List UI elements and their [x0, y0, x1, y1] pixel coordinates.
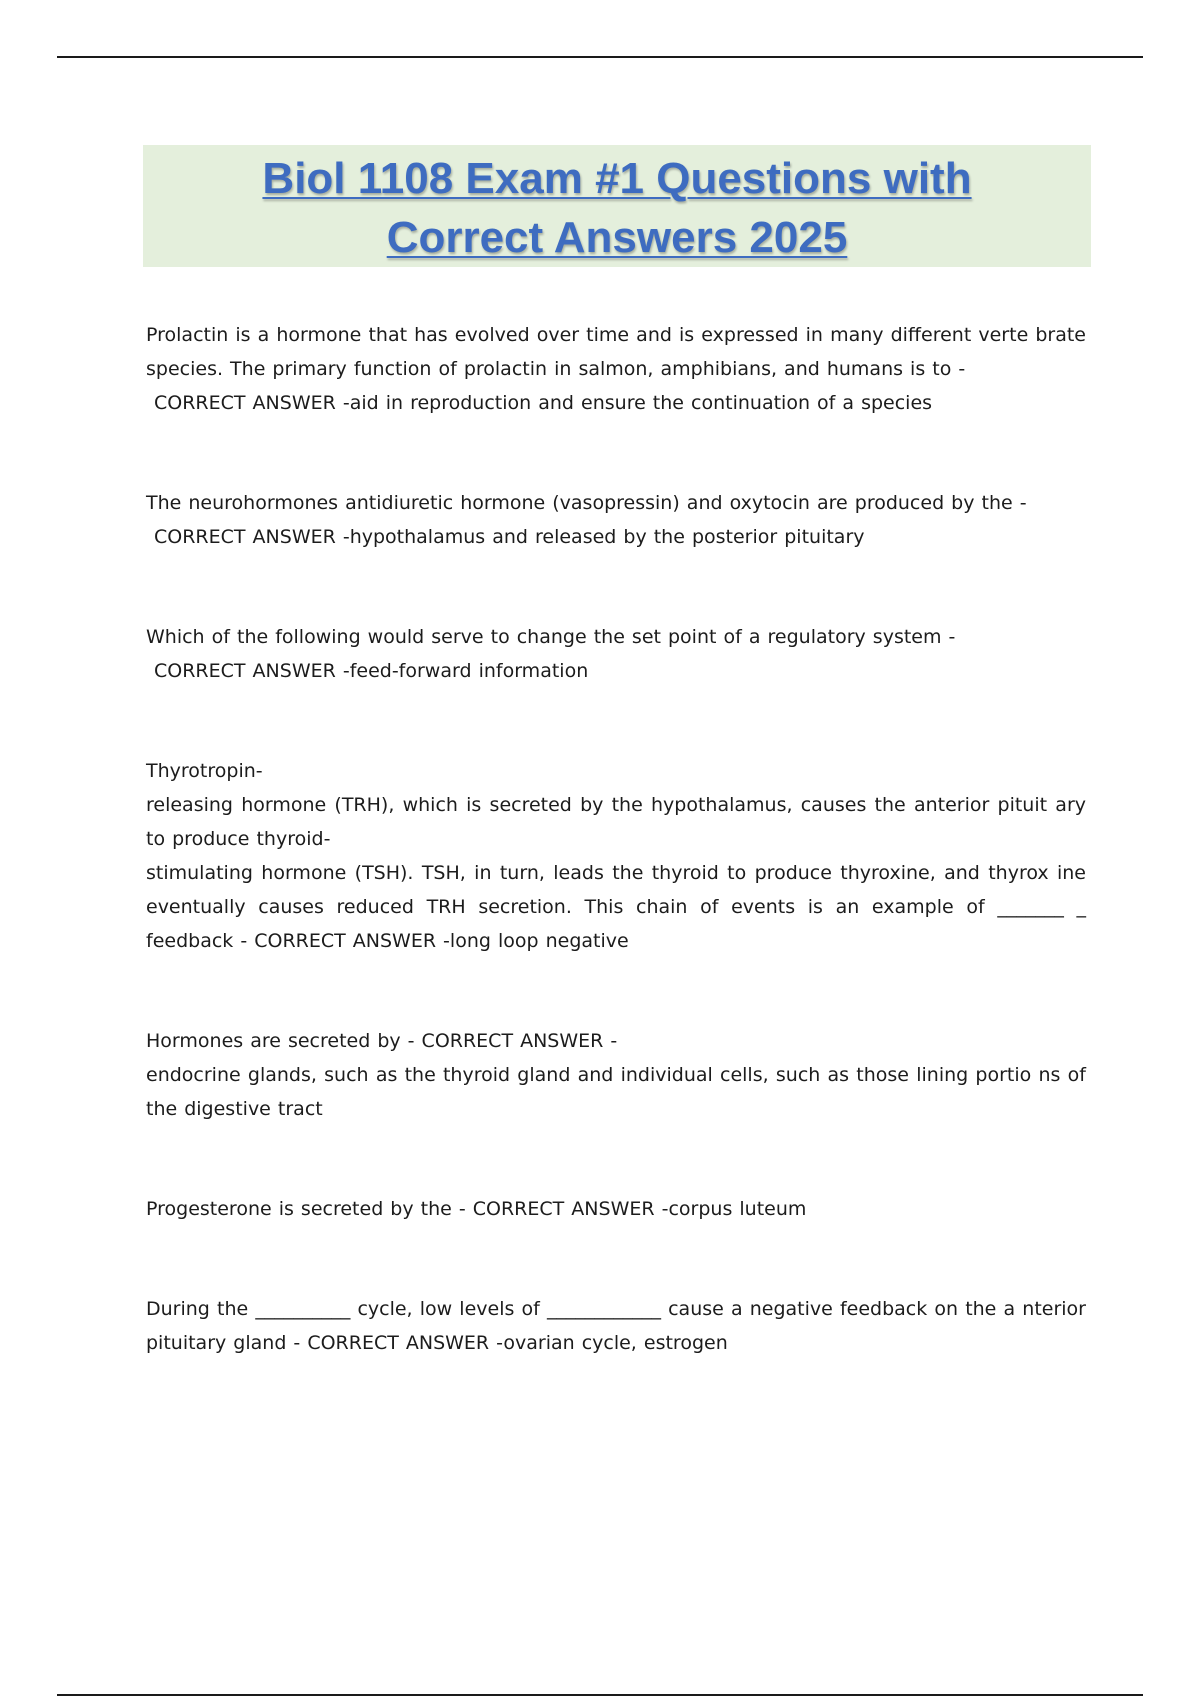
qa-text: Progesterone is secreted by the - CORRECT ANSWER -corpus luteum [146, 1198, 807, 1220]
title-banner [143, 145, 1091, 267]
page-title-line-2: Correct Answers 2025 [386, 213, 848, 262]
bottom-rule [57, 1694, 1143, 1696]
page-title-line-1: Biol 1108 Exam #1 Questions with [262, 154, 972, 203]
qa-text-line: endocrine glands, such as the thyroid gland and individual cells, such as those lining portio ns of the digestive tract [146, 1064, 1086, 1120]
answer-text: CORRECT ANSWER -feed-forward information [154, 660, 589, 682]
qa-text: During the __________ cycle, low levels of ____________ cause a negative feedback on the a nterior pituitary gland - CORRECT ANSWER -ovarian cycle, estrogen [146, 1298, 1086, 1354]
top-rule [57, 56, 1143, 58]
qa-item [146, 620, 1086, 688]
qa-text-line: stimulating hormone (TSH). TSH, in turn, leads the thyroid to produce thyroxine, and thyrox ine eventually causes reduced TRH secretion. This chain of events is an example of _______ _ feedback - CORRECT ANSWER -long loop negative [146, 862, 1086, 952]
qa-item [146, 754, 1086, 958]
qa-item [146, 1024, 1086, 1126]
question-text: Which of the following would serve to change the set point of a regulatory system - [146, 626, 956, 648]
qa-text-line: releasing hormone (TRH), which is secreted by the hypothalamus, causes the anterior pituit ary to produce thyroid- [146, 794, 1086, 850]
qa-item [146, 1192, 1086, 1226]
qa-text-line: Hormones are secreted by - CORRECT ANSWER - [146, 1030, 618, 1052]
answer-text: CORRECT ANSWER -hypothalamus and released by the posterior pituitary [154, 526, 865, 548]
qa-list [146, 318, 1086, 1360]
question-text: Prolactin is a hormone that has evolved over time and is expressed in many different verte brate species. The primary function of prolactin in salmon, amphibians, and humans is to - [146, 324, 1086, 380]
question-text: The neurohormones antidiuretic hormone (vasopressin) and oxytocin are produced by the - [146, 492, 1027, 514]
qa-text-line: Thyrotropin- [146, 760, 263, 782]
qa-item [146, 1292, 1086, 1360]
qa-item [146, 318, 1086, 420]
answer-text: CORRECT ANSWER -aid in reproduction and ensure the continuation of a species [154, 392, 933, 414]
qa-item [146, 486, 1086, 554]
